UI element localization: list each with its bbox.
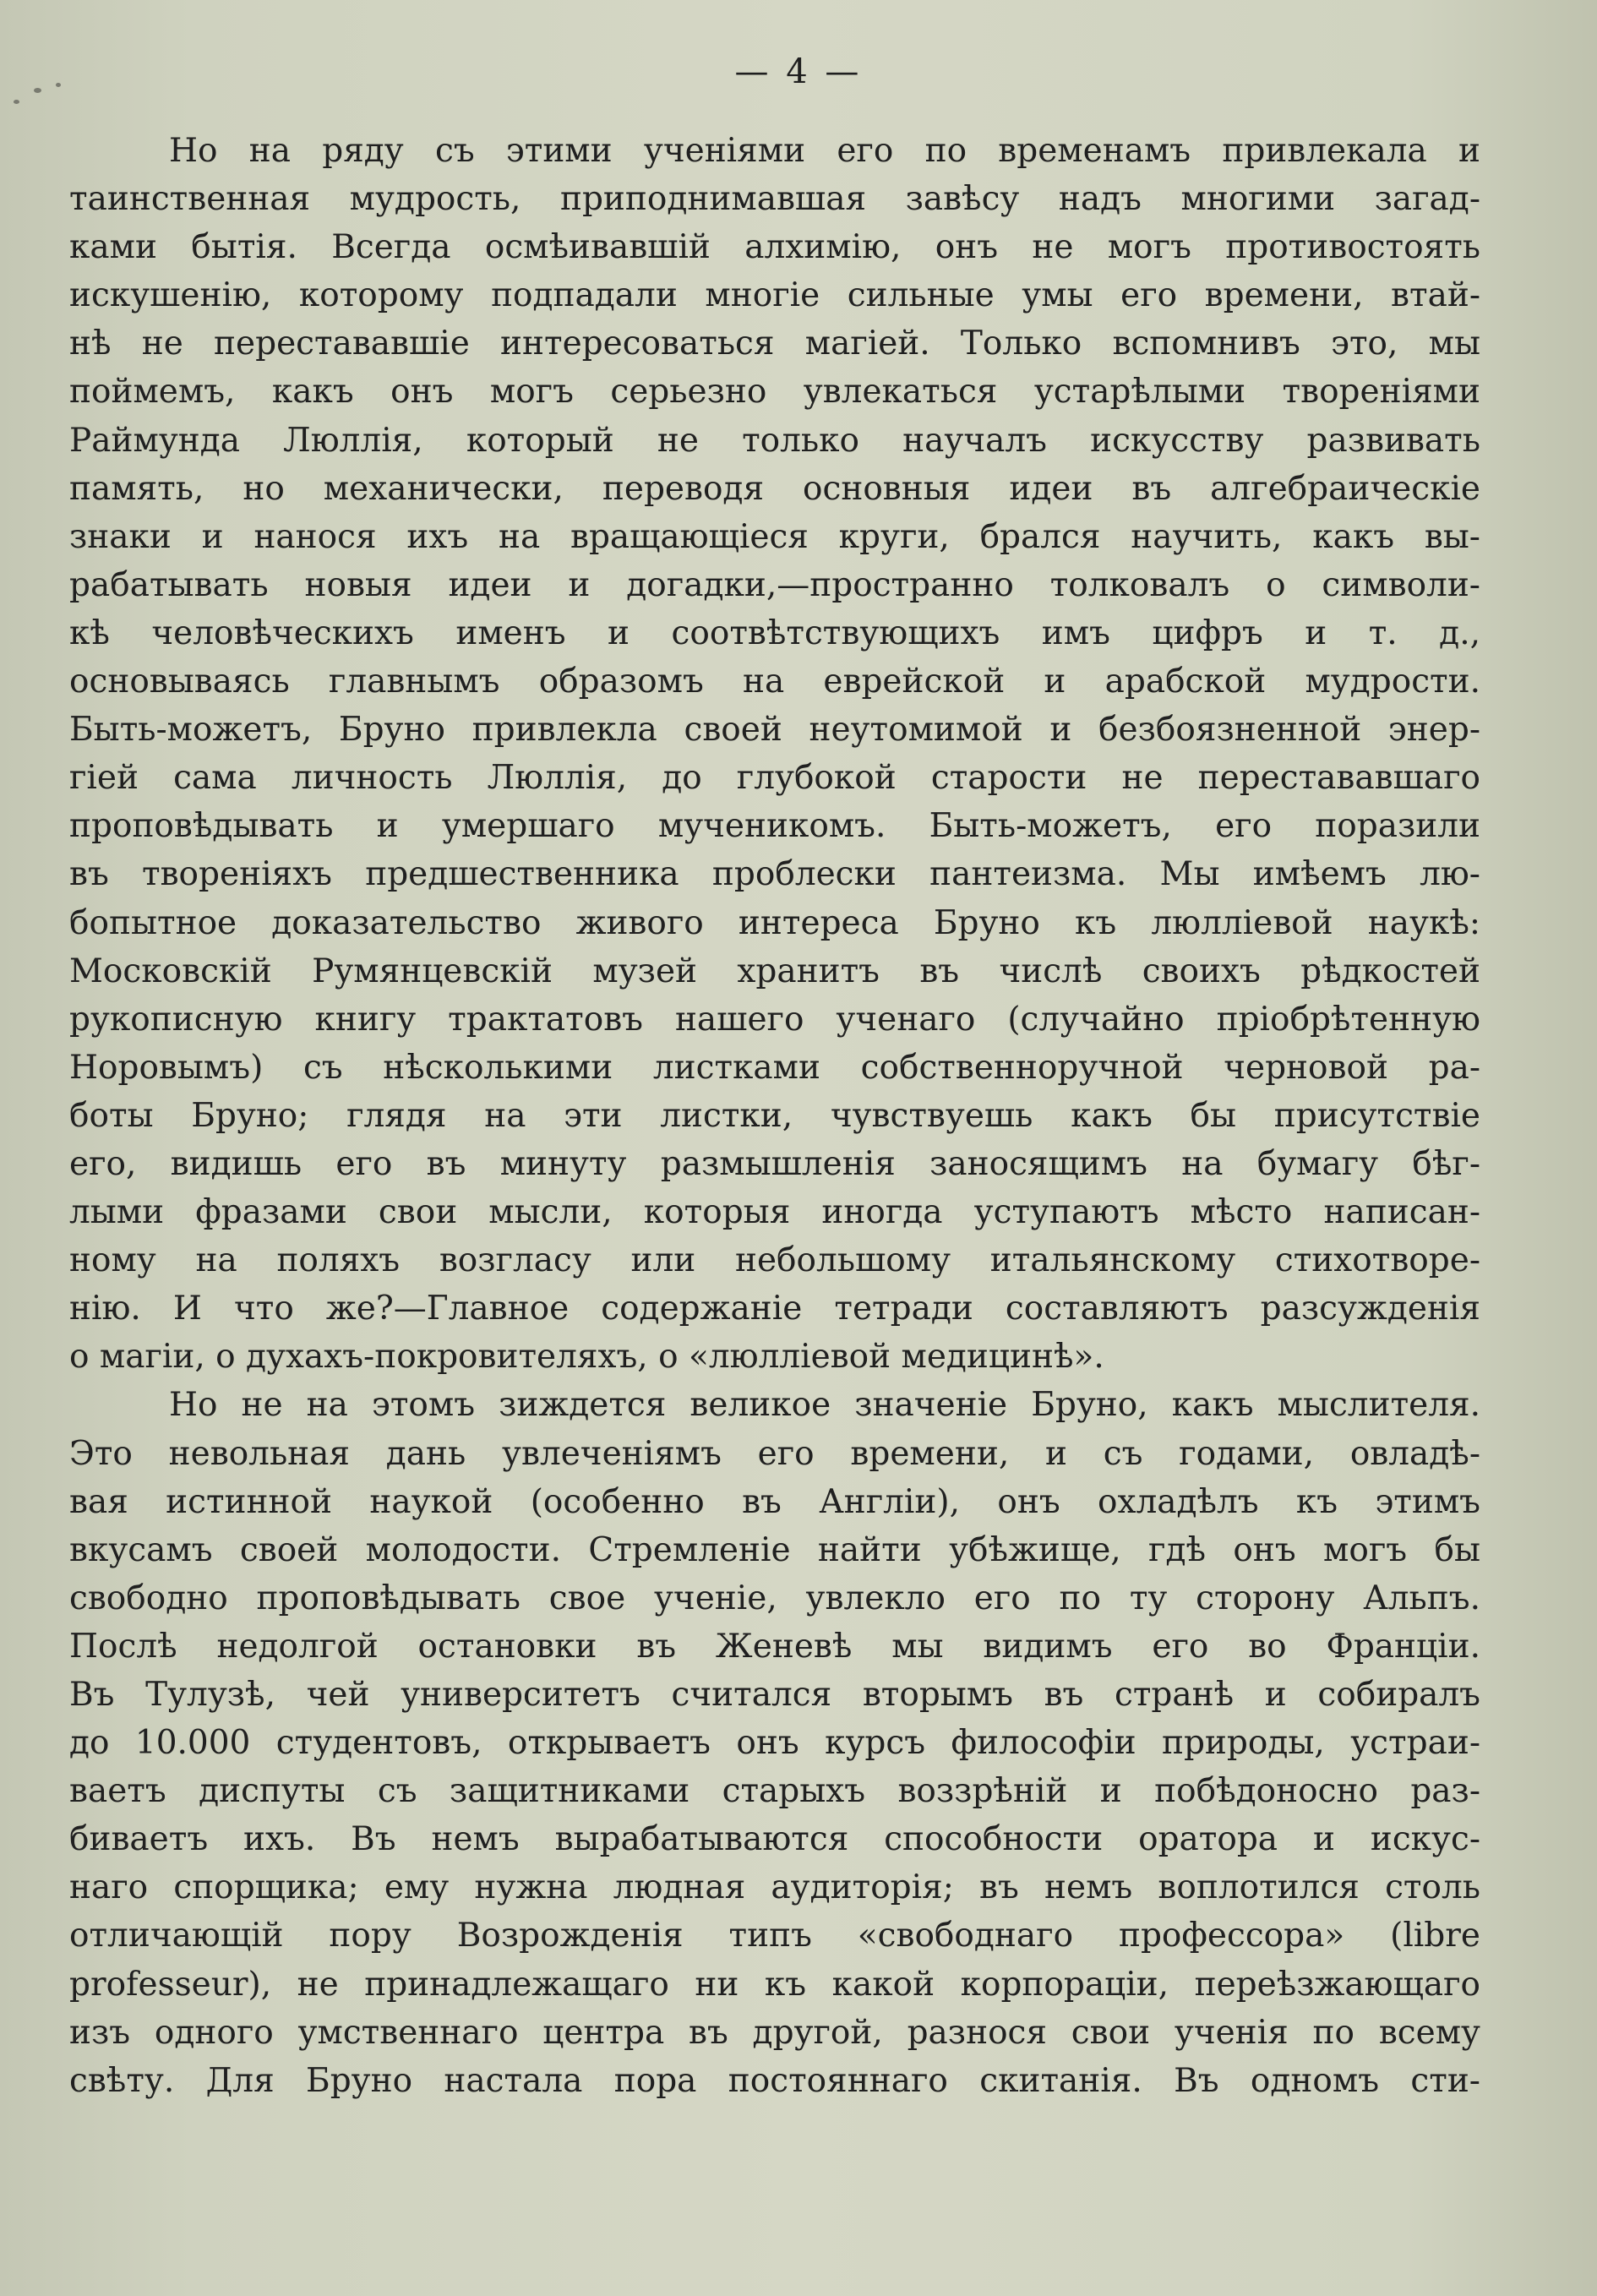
text-line: нію. И что же?—Главное содержаніе тетради составляютъ разсужденія [69, 1290, 1480, 1328]
text-line: его, видишь его въ минуту размышленія заносящимъ на бумагу бѣг- [69, 1144, 1480, 1183]
text-line: лыми фразами свои мысли, которыя иногда уступаютъ мѣсто написан- [69, 1193, 1480, 1232]
page-number: — 4 — [734, 52, 863, 91]
text-line: до 10.000 студентовъ, открываетъ онъ курсъ философіи природы, устраи- [69, 1724, 1480, 1763]
text-line: бопытное доказательство живого интереса Бруно къ люлліевой наукѣ: [69, 903, 1480, 942]
text-line: рукописную книгу трактатовъ нашего ученаго (случайно пріобрѣтенную [69, 1000, 1480, 1039]
text-line: Быть-можетъ, Бруно привлекла своей неутомимой и безбоязненной энер- [69, 711, 1480, 750]
paragraph-2 [69, 1381, 1480, 2104]
text-line: Но не на этомъ зиждется великое значеніе Бруно, какъ мыслителя. [169, 1386, 1480, 1425]
text-line: изъ одного умственнаго центра въ другой, разнося свои ученія по всему [69, 2013, 1480, 2052]
paragraph-1 [69, 127, 1480, 1381]
text-line: боты Бруно; глядя на эти листки, чувствуешь какъ бы присутствіе [69, 1096, 1480, 1135]
text-line: таинственная мудрость, приподнимавшая завѣсу надъ многими загад- [69, 180, 1480, 219]
text-line: Въ Тулузѣ, чей университетъ считался вторымъ въ странѣ и собиралъ [69, 1676, 1480, 1714]
text-line: Московскій Румянцевскій музей хранитъ въ числѣ своихъ рѣдкостей [69, 952, 1480, 990]
text-line: кѣ человѣческихъ именъ и соотвѣтствующихъ имъ цифръ и т. д., [69, 614, 1480, 652]
ink-speck [14, 100, 19, 104]
text-line: Раймунда Люллія, который не только научалъ искусству развивать [69, 421, 1480, 460]
text-line: вкусамъ своей молодости. Стремленіе найти убѣжище, гдѣ онъ могъ бы [69, 1530, 1480, 1569]
text-line: отличающій пору Возрожденія типъ «свободнаго профессора» (libre [69, 1917, 1480, 1955]
text-line: биваетъ ихъ. Въ немъ вырабатываются способности оратора и искус- [69, 1820, 1480, 1859]
text-line: свободно проповѣдывать свое ученіе, увлекло его по ту сторону Альпъ. [69, 1579, 1480, 1617]
text-line: наго спорщика; ему нужна людная аудиторія; въ немъ воплотился столь [69, 1868, 1480, 1907]
text-line: Это невольная дань увлеченіямъ его времени, и съ годами, овладѣ- [69, 1434, 1480, 1473]
text-line: нѣ не перестававшіе интересоваться магіей. Только вспомнивъ это, мы [69, 324, 1480, 363]
text-line: ваетъ диспуты съ защитниками старыхъ воззрѣній и побѣдоносно раз- [69, 1772, 1480, 1811]
text-line: искушенію, которому подпадали многіе сильные умы его времени, втай- [69, 276, 1480, 315]
text-line: вая истинной наукой (особенно въ Англіи), онъ охладѣлъ къ этимъ [69, 1482, 1480, 1521]
text-line: ками бытія. Всегда осмѣивавшій алхимію, онъ не могъ противостоять [69, 228, 1480, 267]
text-line: о магіи, о духахъ-покровителяхъ, о «люлліевой медицинѣ». [69, 1338, 1104, 1377]
text-line: ному на поляхъ возгласу или небольшому итальянскому стихотворе- [69, 1241, 1480, 1280]
text-line: поймемъ, какъ онъ могъ серьезно увлекаться устарѣлыми твореніями [69, 373, 1480, 412]
text-line: свѣту. Для Бруно настала пора постояннаго скитанія. Въ одномъ сти- [69, 2061, 1480, 2100]
text-line: Послѣ недолгой остановки въ Женевѣ мы видимъ его во Франціи. [69, 1627, 1480, 1666]
text-line: рабатывать новыя идеи и догадки,—пространно толковалъ о символи- [69, 565, 1480, 604]
body-text [69, 127, 1480, 2105]
text-line: Но на ряду съ этими ученіями его по временамъ привлекала и [169, 132, 1480, 170]
text-line: знаки и нанося ихъ на вращающіеся круги, брался научить, какъ вы- [69, 517, 1480, 556]
text-line: гіей сама личность Люллія, до глубокой старости не перестававшаго [69, 759, 1480, 798]
text-line: память, но механически, переводя основныя идеи въ алгебраическіе [69, 469, 1480, 508]
text-line: основываясь главнымъ образомъ на еврейской и арабской мудрости. [69, 663, 1480, 701]
text-line: проповѣдывать и умершаго мученикомъ. Быть-можетъ, его поразили [69, 807, 1480, 846]
text-line: professeur), не принадлежащаго ни къ какой корпораціи, переѣзжающаго [69, 1965, 1480, 2004]
text-line: Норовымъ) съ нѣсколькими листками собственноручной черновой ра- [69, 1048, 1480, 1087]
text-line: въ твореніяхъ предшественника проблески пантеизма. Мы имѣемъ лю- [69, 855, 1480, 894]
